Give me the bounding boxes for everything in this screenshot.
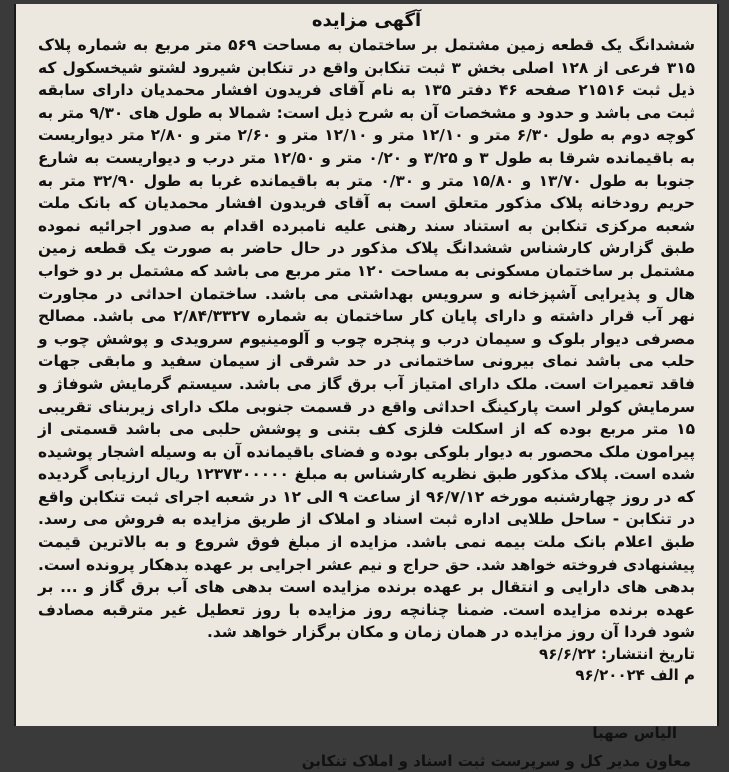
signer-name: الیاس صهبا bbox=[592, 724, 677, 743]
notice-body: ششدانگ یک قطعه زمین مشتمل بر ساختمان به مساحت ۵۶۹ متر مربع به شماره پلاک ۳۱۵ فرعی از ۱۲۸ اصلی بخش ۳ ثبت تنکابن واقع در تنکابن شیرود لشتو شیخسکول که ذیل ثبت ۲۱۵۱۶ صفحه ۴۶ دفتر ۱۳۵ به نام آقای فریدون افشار محمدیان دارای سابقه ثبت می باشد و حدود و مشخصات آن به شرح ذیل است: شمالا به طول های ۹/۳۰ متر به کوچه دوم به طول ۶/۳۰ متر و ۱۲/۱۰ متر و ۱۲/۱۰ متر و ۲/۶۰ متر و ۲/۸۰ متر دیواریست به باقیمانده شرقا به طول ۳ و ۳/۲۵ و ۰/۲۰ متر و ۱۲/۵۰ متر درب و دیواریست به شارع جنوبا به طول ۱۳/۷۰ و ۱۵/۸۰ متر و ۰/۳۰ متر به باقیمانده غربا به طول ۳۲/۹۰ متر به حریم رودخانه پلاک مذکور متعلق است به آقای فریدون افشار محمدیان که بانک ملت شعبه مرکزی تنکابن به استناد سند رهنی علیه نامبرده اقدام به صدور اجرائیه نموده طبق گزارش کارشناس ششدانگ پلاک مذکور در حال حاضر به صورت یک قطعه زمین مشتمل بر ساختمان مسکونی به مساحت ۱۲۰ متر مربع می باشد که مشتمل بر دو خواب هال و پذیرایی آشپزخانه و سرویس بهداشتی می باشد. ساختمان احداثی در مجاورت نهر آب قرار داشته و دارای پایان کار ساختمان به شماره ۲/۸۴/۳۳۲۷ می باشد. مصالح مصرفی دیوار بلوک و سیمان درب و پنجره چوب و آلومینیوم سرویدی و پوشش چوب و حلب می باشد نمای بیرونی ساختمانی در حد شرقی از سیمان سفید و مابقی جهات فاقد تعمیرات است. ملک دارای امتیاز آب برق گاز می باشد. سیستم گرمایش شوفاژ و سرمایش کولر است پارکینگ احداثی واقع در قسمت جنوبی ملک دارای زیربنای تقریبی ۱۵ متر مربع بوده که از اسکلت فلزی کف بتنی و پوشش حلبی می باشد قسمتی از پیرامون ملک محصور به دیوار بلوکی بوده و فضای باقیمانده آن به وسیله اشجار پوشیده شده است. پلاک مذکور طبق نظریه کارشناس به مبلغ ۱۲۳۷۳۰۰۰۰۰ ریال ارزیابی گردیده که در روز چهارشنبه مورخه ۹۶/۷/۱۲ از ساعت ۹ الی ۱۲ در شعبه اجرای ثبت تنکابن واقع در تنکابن - ساحل طلایی اداره ثبت اسناد و املاک از طریق مزایده به فروش می رسد. طبق اعلام بانک ملت بیمه نمی باشد. مزایده از مبلغ فوق شروع و به بالاترین قیمت پیشنهادی فروخته خواهد شد. حق حراج و نیم عشر اجرایی بر عهده بدهکار پرونده است. بدهی های دارایی و انتقال بر عهده برنده مزایده است بدهی های آب برق گاز و ... بر عهده برنده مزایده است. ضمنا چنانچه روز مزایده با روز تعطیل غیر مترقبه مصادف شود فردا آن روز مزایده در همان زمان و مکان برگزار خواهد شد. bbox=[38, 36, 696, 642]
notice-title: آگهی مزایده bbox=[311, 10, 422, 31]
newspaper-clipping bbox=[14, 4, 719, 771]
signer-title: معاون مدیر کل و سرپرست ثبت اسناد و املاک تنکابن bbox=[301, 752, 691, 771]
publish-date: تاریخ انتشار: ۹۶/۶/۲۲ bbox=[539, 645, 695, 664]
reference-number: م الف ۹۶/۲۰۰۲۴ bbox=[575, 666, 695, 685]
